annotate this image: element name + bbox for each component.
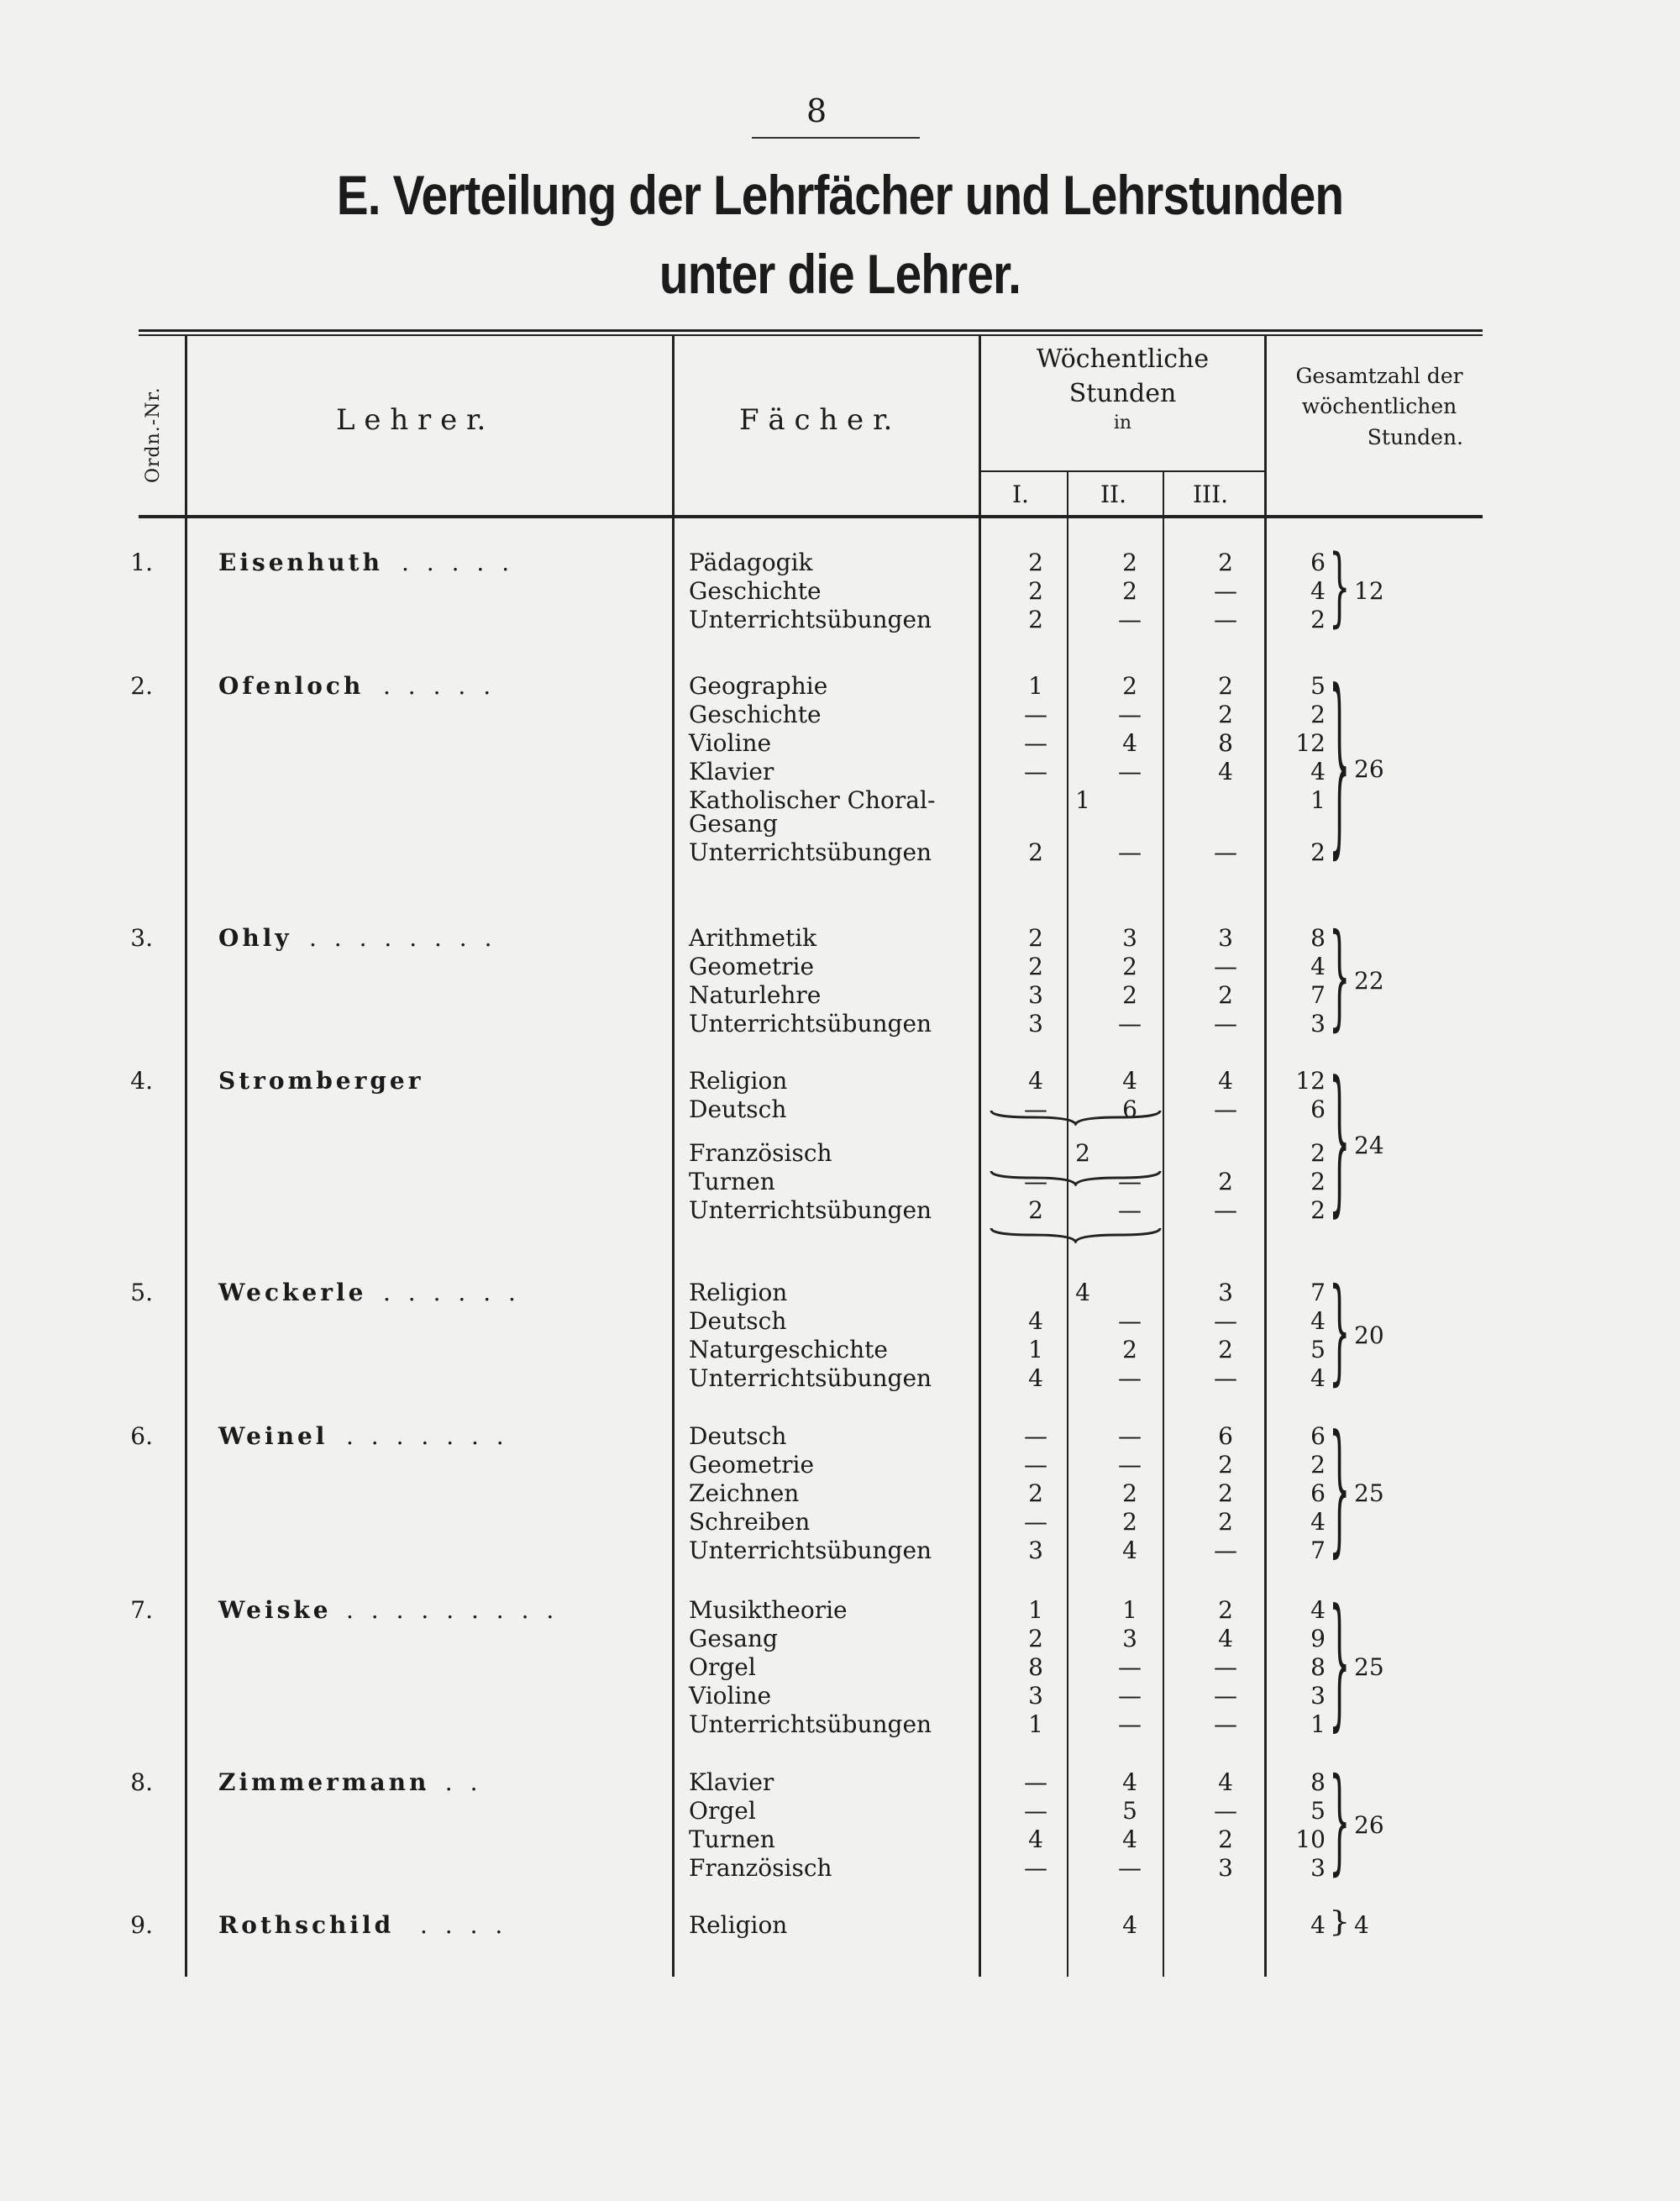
teacher-name: Ohly (218, 924, 292, 952)
subject: Musiktheorie (689, 1596, 848, 1624)
header-woechentliche-2: Stunden (1068, 378, 1177, 408)
group-brace: } (1329, 911, 1351, 1044)
hours-dash: — (1118, 1710, 1142, 1738)
hours-class-ii: 5 (1122, 1797, 1137, 1825)
subject-total: 4 (1310, 1508, 1326, 1536)
teacher-name-dots: . . . . . . . (346, 1422, 509, 1450)
column-divider-faecher (979, 334, 981, 1977)
hours-dash: — (1024, 1451, 1047, 1479)
hours-dash: — (1214, 1364, 1237, 1392)
header-ordn: Ordn.-Nr. (143, 386, 164, 483)
hours-dash: — (1118, 1010, 1142, 1037)
subject: Klavier (689, 758, 774, 785)
class-span-brace-footer (990, 1227, 1162, 1243)
hours-dash: — (1024, 1797, 1047, 1825)
hours-class-iii: 3 (1218, 1279, 1233, 1306)
hours-dash: — (1214, 1010, 1237, 1037)
subject: Unterrichtsübungen (689, 606, 932, 633)
subject: Gesang (689, 1625, 778, 1652)
subject-total: 3 (1310, 1010, 1326, 1037)
hours-dash: — (1214, 1095, 1237, 1123)
teacher-total: 26 (1354, 755, 1384, 783)
subject: Turnen (689, 1825, 775, 1853)
hours-class-iii: 2 (1218, 701, 1233, 728)
hours-class-i: 1 (1028, 672, 1043, 700)
teacher-name-dots: . . . . . . . . (309, 924, 497, 952)
header-woechentliche (981, 343, 1264, 436)
header-gesamt-2: wöchentlichen (1301, 394, 1457, 419)
subject-total: 2 (1310, 1196, 1326, 1224)
subject: Naturlehre (689, 981, 822, 1009)
hours-dash: — (1118, 606, 1142, 633)
hours-dash: — (1118, 1451, 1142, 1479)
subject: Unterrichtsübungen (689, 1196, 932, 1224)
teacher-number: 6. (130, 1422, 153, 1450)
subject-total: 5 (1310, 1797, 1326, 1825)
column-divider-klasse-1 (1067, 470, 1068, 1977)
subject-total: 8 (1310, 924, 1326, 952)
table-top-rule (139, 329, 1483, 332)
hours-class-iii: 2 (1218, 549, 1233, 576)
subject: Schreiben (689, 1508, 811, 1536)
hours-class-ii: 2 (1122, 953, 1137, 980)
hours-merged-i-ii: 4 (1075, 1279, 1090, 1306)
hours-class-i: 2 (1028, 549, 1043, 576)
hours-class-ii: 2 (1122, 1508, 1137, 1536)
subject: Französisch (689, 1854, 832, 1882)
subject: Orgel (689, 1797, 756, 1825)
subject: Religion (689, 1067, 788, 1095)
hours-class-ii: 4 (1122, 1536, 1137, 1564)
group-brace: } (1329, 1051, 1351, 1234)
teacher-name: Zimmermann (218, 1768, 430, 1796)
subject-total: 2 (1310, 1168, 1326, 1195)
column-divider-ordn (185, 334, 187, 1977)
hours-class-iii: 2 (1218, 1596, 1233, 1624)
hours-class-ii: 6 (1122, 1095, 1137, 1123)
group-brace: } (1329, 1408, 1351, 1573)
group-brace: } (1329, 1266, 1351, 1399)
hours-class-i: 1 (1028, 1336, 1043, 1363)
subject-total: 4 (1310, 953, 1326, 980)
hours-dash: — (1118, 1364, 1142, 1392)
hours-dash: — (1214, 1307, 1237, 1335)
subject-total: 3 (1310, 1854, 1326, 1882)
subject: Zeichnen (689, 1479, 800, 1507)
subject: Klavier (689, 1768, 774, 1796)
teacher-name: Weinel (218, 1422, 328, 1450)
teacher-number: 9. (130, 1911, 153, 1939)
subject: Unterrichtsübungen (689, 1364, 932, 1392)
subject-total: 7 (1310, 981, 1326, 1009)
subject-total: 2 (1310, 606, 1326, 633)
hours-dash: — (1214, 1653, 1237, 1681)
hours-class-i: 3 (1028, 1682, 1043, 1710)
hours-dash: — (1024, 1422, 1047, 1450)
hours-dash: — (1214, 1682, 1237, 1710)
teacher-total: 20 (1354, 1321, 1384, 1349)
subject: Deutsch (689, 1422, 787, 1450)
teacher-number: 7. (130, 1596, 153, 1624)
subject-total: 3 (1310, 1682, 1326, 1710)
hours-class-i: 1 (1028, 1596, 1043, 1624)
hours-class-i: 2 (1028, 924, 1043, 952)
teacher-name-dots: . . . . (420, 1911, 508, 1939)
subject: Orgel (689, 1653, 756, 1681)
hours-merged-i-ii: 2 (1075, 1139, 1090, 1167)
hours-dash: — (1024, 758, 1047, 785)
subject: Religion (689, 1279, 788, 1306)
subject: Arithmetik (689, 924, 817, 952)
teacher-name: Ofenloch (218, 672, 365, 700)
hours-dash: — (1118, 758, 1142, 785)
subject: Violine (689, 729, 772, 757)
teacher-total: 12 (1354, 577, 1384, 605)
subject-total: 12 (1295, 1067, 1326, 1095)
teacher-name: Stromberger (218, 1067, 424, 1095)
subject: Unterrichtsübungen (689, 1710, 932, 1738)
teacher-number: 4. (130, 1067, 153, 1095)
subject-total: 7 (1310, 1279, 1326, 1306)
subject-total: 7 (1310, 1536, 1326, 1564)
hours-dash: — (1118, 1422, 1142, 1450)
header-klasse-2: II. (1100, 481, 1127, 508)
subject: Deutsch (689, 1095, 787, 1123)
subject-total: 4 (1310, 1307, 1326, 1335)
group-brace: } (1329, 538, 1351, 638)
hours-class-iii: 2 (1218, 672, 1233, 700)
hours-dash: — (1118, 1682, 1142, 1710)
subject-total: 6 (1310, 1422, 1326, 1450)
hours-class-iii: 2 (1218, 1336, 1233, 1363)
subject: Violine (689, 1682, 772, 1710)
hours-class-ii: 4 (1122, 1768, 1137, 1796)
subject-total: 4 (1310, 758, 1326, 785)
subject-total: 2 (1310, 701, 1326, 728)
subject-total: 6 (1310, 1479, 1326, 1507)
hours-class-i: 2 (1028, 953, 1043, 980)
hours-class-ii: 1 (1122, 1596, 1137, 1624)
hours-class-iii: 3 (1218, 1854, 1233, 1882)
hours-class-i: 2 (1028, 1196, 1043, 1224)
page-title (234, 155, 1447, 313)
hours-class-i: 3 (1028, 981, 1043, 1009)
hours-dash: — (1118, 1653, 1142, 1681)
teacher-name-dots: . . . . . . . . . (346, 1596, 559, 1624)
hours-dash: — (1024, 1508, 1047, 1536)
hours-class-iii: 2 (1218, 981, 1233, 1009)
subject: Französisch (689, 1139, 832, 1167)
hours-class-iii: 2 (1218, 1168, 1233, 1195)
hours-dash: — (1118, 1307, 1142, 1335)
hours-dash: — (1214, 953, 1237, 980)
subject: Unterrichtsübungen (689, 838, 932, 866)
teacher-total: 4 (1354, 1911, 1369, 1939)
hours-dash: — (1024, 1095, 1047, 1123)
hours-dash: — (1118, 701, 1142, 728)
hours-class-ii: 4 (1122, 1067, 1137, 1095)
subject-total: 1 (1310, 1710, 1326, 1738)
teacher-name: Weckerle (218, 1279, 367, 1306)
teacher-total: 25 (1354, 1653, 1384, 1681)
hours-class-iii: 2 (1218, 1451, 1233, 1479)
class-span-brace-top (990, 1109, 1162, 1126)
hours-class-iii: 4 (1218, 1625, 1233, 1652)
hours-class-i: 3 (1028, 1536, 1043, 1564)
teacher-name-dots: . . . . . . (383, 1279, 521, 1306)
subject: Naturgeschichte (689, 1336, 888, 1363)
hours-dash: — (1214, 1536, 1237, 1564)
subject: Turnen (689, 1168, 775, 1195)
hours-class-ii: 2 (1122, 1479, 1137, 1507)
subject-total: 9 (1310, 1625, 1326, 1652)
hours-class-i: 2 (1028, 577, 1043, 605)
teacher-name: Eisenhuth (218, 549, 383, 576)
hours-class-i: 4 (1028, 1067, 1043, 1095)
hours-class-ii: 4 (1122, 729, 1137, 757)
teacher-number: 8. (130, 1768, 153, 1796)
teacher-name: Rothschild (218, 1911, 395, 1939)
header-klasse-3: III. (1193, 481, 1229, 508)
teacher-total: 22 (1354, 967, 1384, 995)
teacher-name-dots: . . . . . (383, 672, 496, 700)
subject-total: 4 (1310, 1364, 1326, 1392)
hours-dash: — (1118, 1854, 1142, 1882)
subject: Unterrichtsübungen (689, 1536, 932, 1564)
hours-class-ii: 2 (1122, 1336, 1137, 1363)
hours-class-ii: 4 (1122, 1825, 1137, 1853)
teacher-name-dots: . . . (420, 1768, 483, 1796)
teacher-total: 26 (1354, 1811, 1384, 1839)
hours-class-iii: 4 (1218, 1768, 1233, 1796)
teacher-name-dots: . . . . . (402, 549, 515, 576)
subject: Geschichte (689, 701, 822, 728)
hours-merged-i-ii: 1 (1075, 786, 1090, 814)
subject-total: 2 (1310, 1451, 1326, 1479)
header-gesamt-3: Stunden. (1367, 424, 1463, 449)
column-divider-stunden (1264, 334, 1267, 1977)
subject: Unterrichtsübungen (689, 1010, 932, 1037)
hours-dash: — (1118, 1168, 1142, 1195)
header-gesamtzahl (1270, 361, 1488, 453)
teacher-number: 2. (130, 672, 153, 700)
table-header-rule (139, 515, 1483, 518)
group-brace: } (1329, 1582, 1351, 1747)
subject: Pädagogik (689, 549, 813, 576)
hours-class-iii: 4 (1218, 1067, 1233, 1095)
hours-class-ii: 2 (1122, 981, 1137, 1009)
subject-total: 10 (1295, 1825, 1326, 1853)
hours-dash: — (1214, 606, 1237, 633)
header-woechentliche-3: in (1113, 412, 1132, 433)
hours-dash: — (1118, 838, 1142, 866)
subject-total: 4 (1310, 1911, 1326, 1939)
hours-dash: — (1024, 1854, 1047, 1882)
teacher-number: 5. (130, 1279, 153, 1306)
teacher-number: 1. (130, 549, 153, 576)
subject-total: 5 (1310, 1336, 1326, 1363)
hours-class-i: 4 (1028, 1364, 1043, 1392)
subject-total: 8 (1310, 1653, 1326, 1681)
teacher-name: Weiske (218, 1596, 332, 1624)
subject-total: 12 (1295, 729, 1326, 757)
hours-class-iii: 2 (1218, 1479, 1233, 1507)
page-number: 8 (806, 92, 827, 129)
subject: Geometrie (689, 953, 815, 980)
column-divider-lehrer (672, 334, 675, 1977)
hours-class-i: 2 (1028, 1479, 1043, 1507)
subject: Geschichte (689, 577, 822, 605)
subject-total: 4 (1310, 1596, 1326, 1624)
hours-class-ii: 2 (1122, 577, 1137, 605)
hours-class-ii: 3 (1122, 1625, 1137, 1652)
hours-dash: — (1214, 838, 1237, 866)
subject-total: 4 (1310, 577, 1326, 605)
subject: Deutsch (689, 1307, 787, 1335)
hours-dash: — (1118, 1196, 1142, 1224)
hours-dash: — (1024, 1768, 1047, 1796)
teacher-total: 24 (1354, 1132, 1384, 1159)
hours-class-i: 2 (1028, 1625, 1043, 1652)
group-brace: } (1329, 654, 1351, 879)
group-brace: } (1329, 1905, 1351, 1939)
subject-total: 6 (1310, 549, 1326, 576)
hours-class-i: 2 (1028, 606, 1043, 633)
hours-class-iii: 3 (1218, 924, 1233, 952)
header-gesamt-1: Gesamtzahl der (1295, 364, 1463, 388)
stunden-subheader-rule (979, 470, 1264, 472)
title-line-1: E. Verteilung der Lehrfächer und Lehrstunden (336, 164, 1344, 226)
hours-dash: — (1214, 1196, 1237, 1224)
subject: Religion (689, 1911, 788, 1939)
subject-total: 6 (1310, 1095, 1326, 1123)
header-faecher: F ä c h e r. (739, 403, 893, 437)
hours-class-iii: 8 (1218, 729, 1233, 757)
hours-dash: — (1024, 729, 1047, 757)
hours-dash: — (1214, 1710, 1237, 1738)
group-brace: } (1329, 1756, 1351, 1888)
hours-dash: — (1024, 1168, 1047, 1195)
hours-class-iii: 2 (1218, 1825, 1233, 1853)
hours-class-i: 8 (1028, 1653, 1043, 1681)
subject-total: 8 (1310, 1768, 1326, 1796)
hours-class-ii: 2 (1122, 549, 1137, 576)
hours-class-i: 3 (1028, 1010, 1043, 1037)
hours-class-i: 2 (1028, 838, 1043, 866)
hours-merged-all: 4 (1122, 1911, 1137, 1939)
hours-dash: — (1214, 1797, 1237, 1825)
hours-class-i: 1 (1028, 1710, 1043, 1738)
title-line-2: unter die Lehrer. (659, 243, 1021, 305)
column-divider-klasse-2 (1163, 470, 1164, 1977)
header-lehrer: L e h r e r. (336, 403, 486, 437)
subject-total: 5 (1310, 672, 1326, 700)
table-top-rule-2 (139, 334, 1483, 336)
hours-class-ii: 3 (1122, 924, 1137, 952)
teacher-number: 3. (130, 924, 153, 952)
hours-class-iii: 6 (1218, 1422, 1233, 1450)
page-number-rule (752, 137, 920, 139)
header-woechentliche-1: Wöchentliche (1036, 344, 1210, 374)
hours-dash: — (1214, 577, 1237, 605)
subject: Geographie (689, 672, 828, 700)
hours-class-ii: 2 (1122, 672, 1137, 700)
hours-class-i: 4 (1028, 1825, 1043, 1853)
subject-total: 1 (1310, 786, 1326, 814)
hours-dash: — (1024, 701, 1047, 728)
subject: Geometrie (689, 1451, 815, 1479)
subject: Katholischer Choral- (689, 786, 936, 814)
hours-class-i: 4 (1028, 1307, 1043, 1335)
teacher-total: 25 (1354, 1479, 1384, 1507)
subject-total: 2 (1310, 1139, 1326, 1167)
hours-class-iii: 4 (1218, 758, 1233, 785)
hours-class-iii: 2 (1218, 1508, 1233, 1536)
subject-total: 2 (1310, 838, 1326, 866)
header-klasse-1: I. (1012, 481, 1029, 508)
subject-continued: Gesang (689, 810, 778, 838)
